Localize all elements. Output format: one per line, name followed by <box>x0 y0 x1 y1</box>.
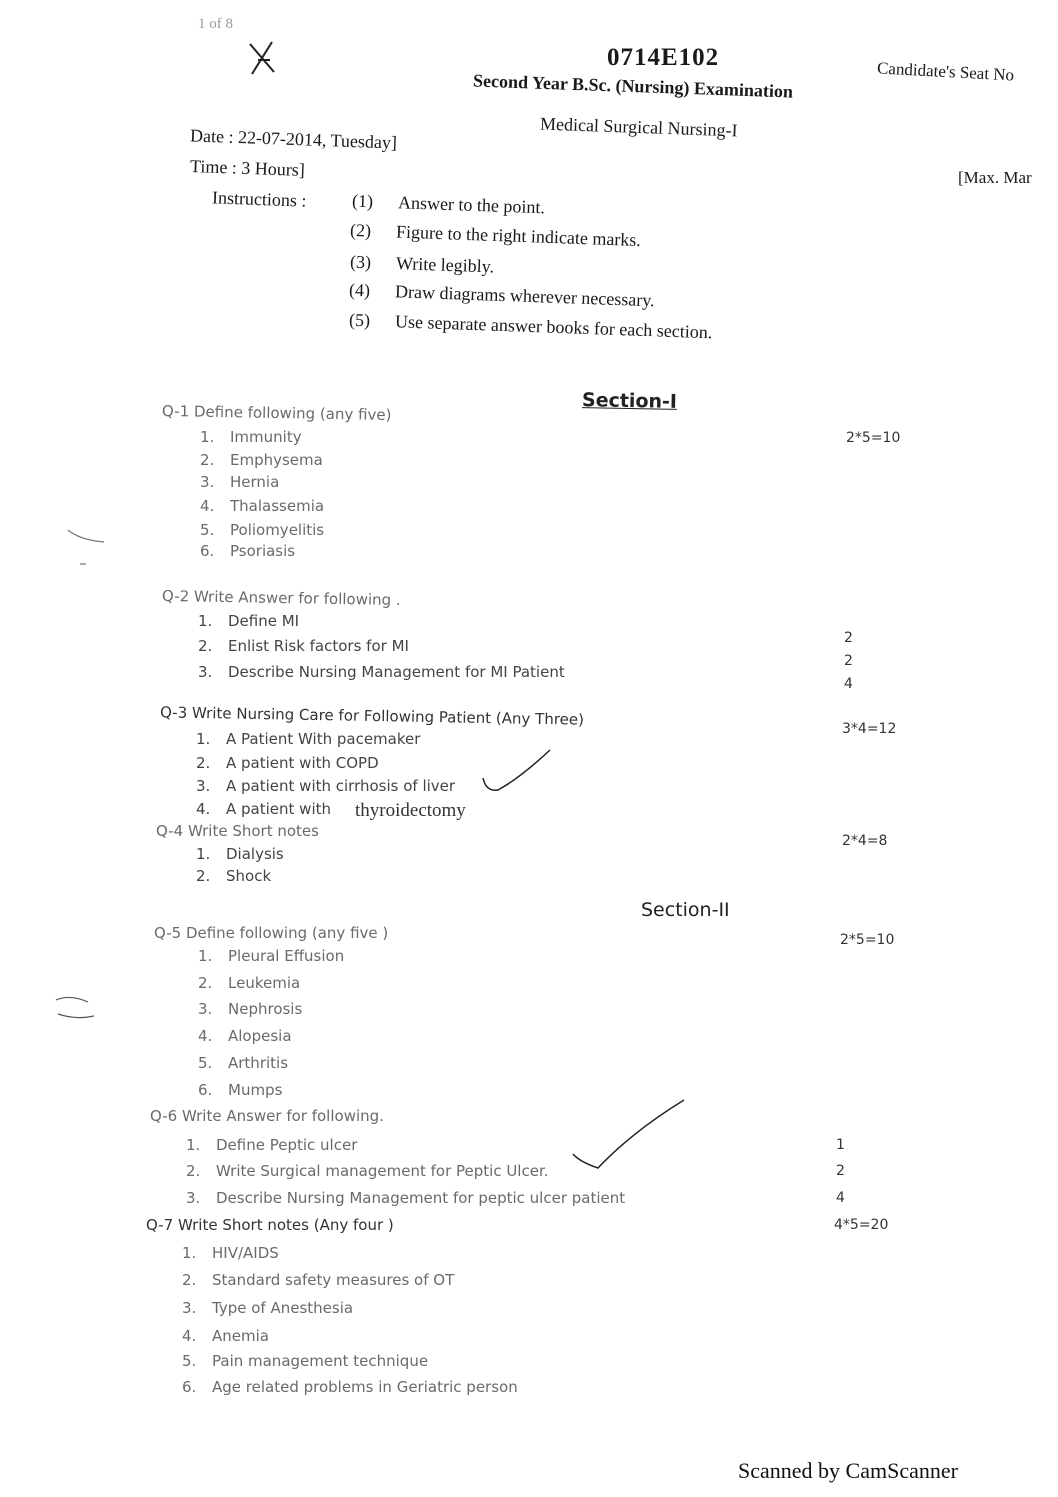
list-item: 4. Alopesia <box>198 1027 292 1045</box>
question-5-marks: 2*5=10 <box>840 932 895 948</box>
list-item: 1. Pleural Effusion <box>198 947 345 965</box>
list-item: 4. A patient with <box>196 800 331 818</box>
list-item: 2. Emphysema <box>200 451 323 469</box>
question-7-label: Q-7 Write Short notes (Any four ) <box>146 1216 394 1234</box>
instruction-item: (1) Answer to the point. <box>351 190 546 218</box>
check-mark-icon <box>570 1096 690 1172</box>
question-1-label: Q-1 Define following (any five) <box>161 401 392 425</box>
list-item: 2. A patient with COPD <box>196 754 379 772</box>
margin-scribble-icon <box>48 990 108 1030</box>
question-6-mark: 2 <box>836 1163 845 1179</box>
question-3-marks: 3*4=12 <box>842 721 897 737</box>
list-item: 1. A Patient With pacemaker <box>196 730 421 748</box>
instruction-item: (4) Draw diagrams wherever necessary. <box>348 279 655 311</box>
list-item: 3. Hernia <box>200 473 280 491</box>
question-6-label: Q-6 Write Answer for following. <box>150 1107 384 1125</box>
list-item: 1. Define Peptic ulcer <box>186 1136 358 1154</box>
section-1-title: Section-I <box>581 389 678 413</box>
list-item: 3. Type of Anesthesia <box>182 1299 354 1317</box>
list-item: 1. Dialysis <box>196 845 284 863</box>
scanner-watermark: Scanned by CamScanner <box>738 1458 958 1483</box>
list-item: 4. Anemia <box>182 1327 269 1345</box>
exam-time: Time : 3 Hours] <box>189 156 306 180</box>
list-item: 5. Arthritis <box>198 1054 289 1072</box>
list-item: 6. Age related problems in Geriatric person <box>182 1378 518 1396</box>
question-4-marks: 2*4=8 <box>842 833 888 849</box>
list-item: 3. Describe Nursing Management for peptic ulcer patient <box>186 1189 626 1207</box>
question-2-label: Q-2 Write Answer for following . <box>161 586 401 610</box>
subject-title: Medical Surgical Nursing-I <box>539 113 738 141</box>
question-6-mark: 4 <box>836 1190 845 1206</box>
list-item: 6. Mumps <box>198 1081 283 1099</box>
question-2-mark: 2 <box>844 653 853 669</box>
instruction-item: (3) Write legibly. <box>349 251 495 277</box>
question-5-label: Q-5 Define following (any five ) <box>154 924 389 942</box>
corner-note: 1 of 8 <box>198 16 233 32</box>
list-item: 1. Immunity <box>200 428 302 446</box>
max-marks: [Max. Mar <box>958 168 1032 187</box>
margin-scribble-icon <box>60 520 120 570</box>
list-item: 5. Pain management technique <box>182 1352 429 1370</box>
list-item: 5. Poliomyelitis <box>200 521 325 539</box>
question-1-marks: 2*5=10 <box>846 430 901 446</box>
check-mark-icon <box>480 748 552 796</box>
paper-code: 0714E102 <box>607 44 720 71</box>
instruction-item: (5) Use separate answer books for each section. <box>348 309 713 343</box>
list-item: 4. Thalassemia <box>200 497 325 515</box>
list-item: 1. HIV/AIDS <box>182 1244 279 1262</box>
section-2-title: Section-II <box>641 899 730 921</box>
cross-mark-icon <box>244 38 280 78</box>
list-item: 2. Leukemia <box>198 974 301 992</box>
exam-date: Date : 22-07-2014, Tuesday] <box>189 125 398 153</box>
list-item: 3. Describe Nursing Management for MI Patient <box>198 663 565 681</box>
list-item: 3. Nephrosis <box>198 1000 303 1018</box>
list-item: 1. Define MI <box>198 612 300 630</box>
instruction-item: (2) Figure to the right indicate marks. <box>349 219 642 251</box>
list-item: 2. Write Surgical management for Peptic Ulcer. <box>186 1162 549 1180</box>
handwritten-answer: thyroidectomy <box>355 800 466 821</box>
question-2-mark: 2 <box>844 630 853 646</box>
list-item: 2. Standard safety measures of OT <box>182 1271 455 1289</box>
question-4-label: Q-4 Write Short notes <box>156 822 319 840</box>
exam-title: Second Year B.Sc. (Nursing) Examination <box>472 70 794 102</box>
list-item: 2. Shock <box>196 867 272 885</box>
list-item: 3. A patient with cirrhosis of liver <box>196 777 456 795</box>
list-item: 2. Enlist Risk factors for MI <box>198 637 409 655</box>
candidate-seat-no-label: Candidate's Seat No <box>876 58 1015 85</box>
question-2-mark: 4 <box>844 676 853 692</box>
question-6-mark: 1 <box>836 1137 845 1153</box>
question-7-marks: 4*5=20 <box>834 1217 889 1233</box>
instructions-label: Instructions : <box>211 187 307 211</box>
list-item: 6. Psoriasis <box>200 542 296 560</box>
question-3-label: Q-3 Write Nursing Care for Following Patient (Any Three) <box>159 703 585 729</box>
